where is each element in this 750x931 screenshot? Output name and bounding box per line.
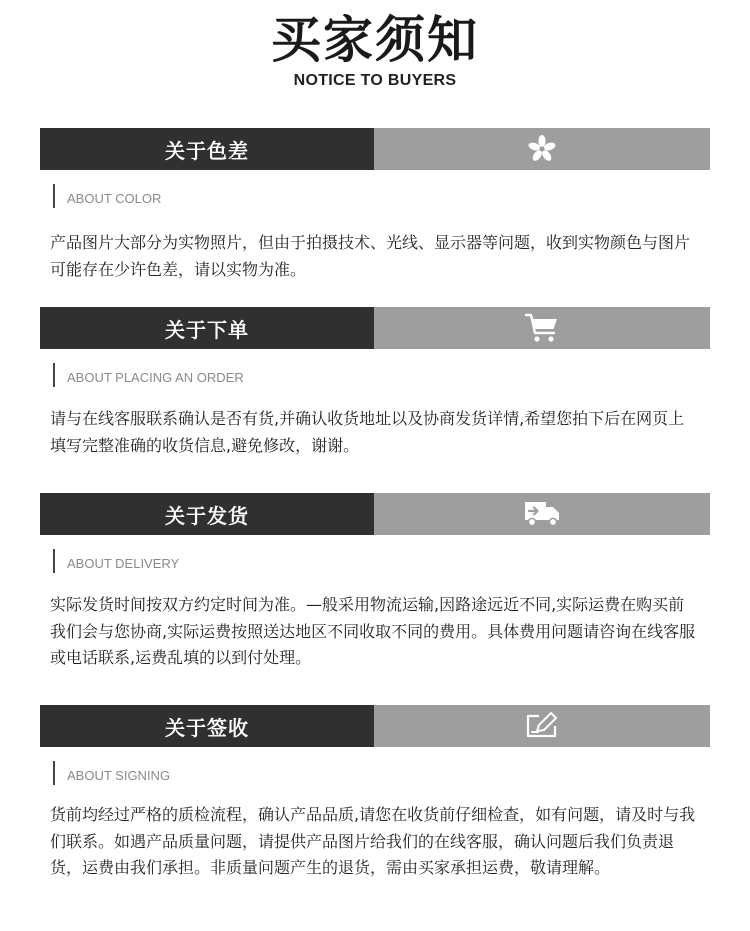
section-body: 货前均经过严格的质检流程，确认产品品质,请您在收货前仔细检查，如有问题，请及时与我们联系。如遇产品质量问题，请提供产品图片给我们的在线客服，确认问题后我们负责退货，运费由我们承担。非质量问题产生的退货，需由买家承担运费，敬请理解。 (50, 805, 696, 877)
section-title: 关于签收 (40, 705, 374, 747)
section-icon-panel (374, 493, 710, 535)
section-en-label: ABOUT COLOR (53, 184, 710, 208)
section-title: 关于下单 (40, 307, 374, 349)
section-body: 请与在线客服联系确认是否有货,并确认收货地址以及协商发货详情,希望您拍下后在网页上填写完整准确的收货信息,避免修改，谢谢。 (50, 409, 685, 455)
section-delivery (40, 493, 710, 672)
section-icon-panel (374, 128, 710, 170)
page-subtitle: NOTICE TO BUYERS (293, 72, 457, 89)
section-color (40, 128, 710, 283)
section-icon-panel (374, 705, 710, 747)
shopping-cart-icon (524, 312, 560, 344)
section-body: 实际发货时间按双方约定时间为准。—般采用物流运输,因路途远近不同,实际运费在购买前我们会与您协商,实际运费按照送达地区不同收取不同的费用。具体费用问题请咨询在线客服或电话联系,运费乱填的以到付处理。 (50, 595, 696, 667)
page-title: 买家须知 (271, 11, 479, 69)
section-title: 关于发货 (40, 493, 374, 535)
section-title: 关于色差 (40, 128, 374, 170)
section-en-label: ABOUT PLACING AN ORDER (53, 363, 710, 387)
section-header-bar (40, 307, 710, 349)
flower-icon (527, 134, 557, 164)
delivery-truck-icon (523, 500, 561, 528)
sign-pen-icon (525, 712, 559, 740)
section-en-label: ABOUT SIGNING (53, 761, 710, 785)
section-header-bar (40, 705, 710, 747)
section-en-label: ABOUT DELIVERY (53, 549, 710, 573)
section-header-bar (40, 493, 710, 535)
section-header-bar (40, 128, 710, 170)
section-body: 产品图片大部分为实物照片，但由于拍摄技术、光线、显示器等问题，收到实物颜色与图片可能存在少许色差，请以实物为准。 (50, 233, 691, 279)
section-icon-panel (374, 307, 710, 349)
section-order (40, 307, 710, 459)
section-signing (40, 705, 710, 882)
